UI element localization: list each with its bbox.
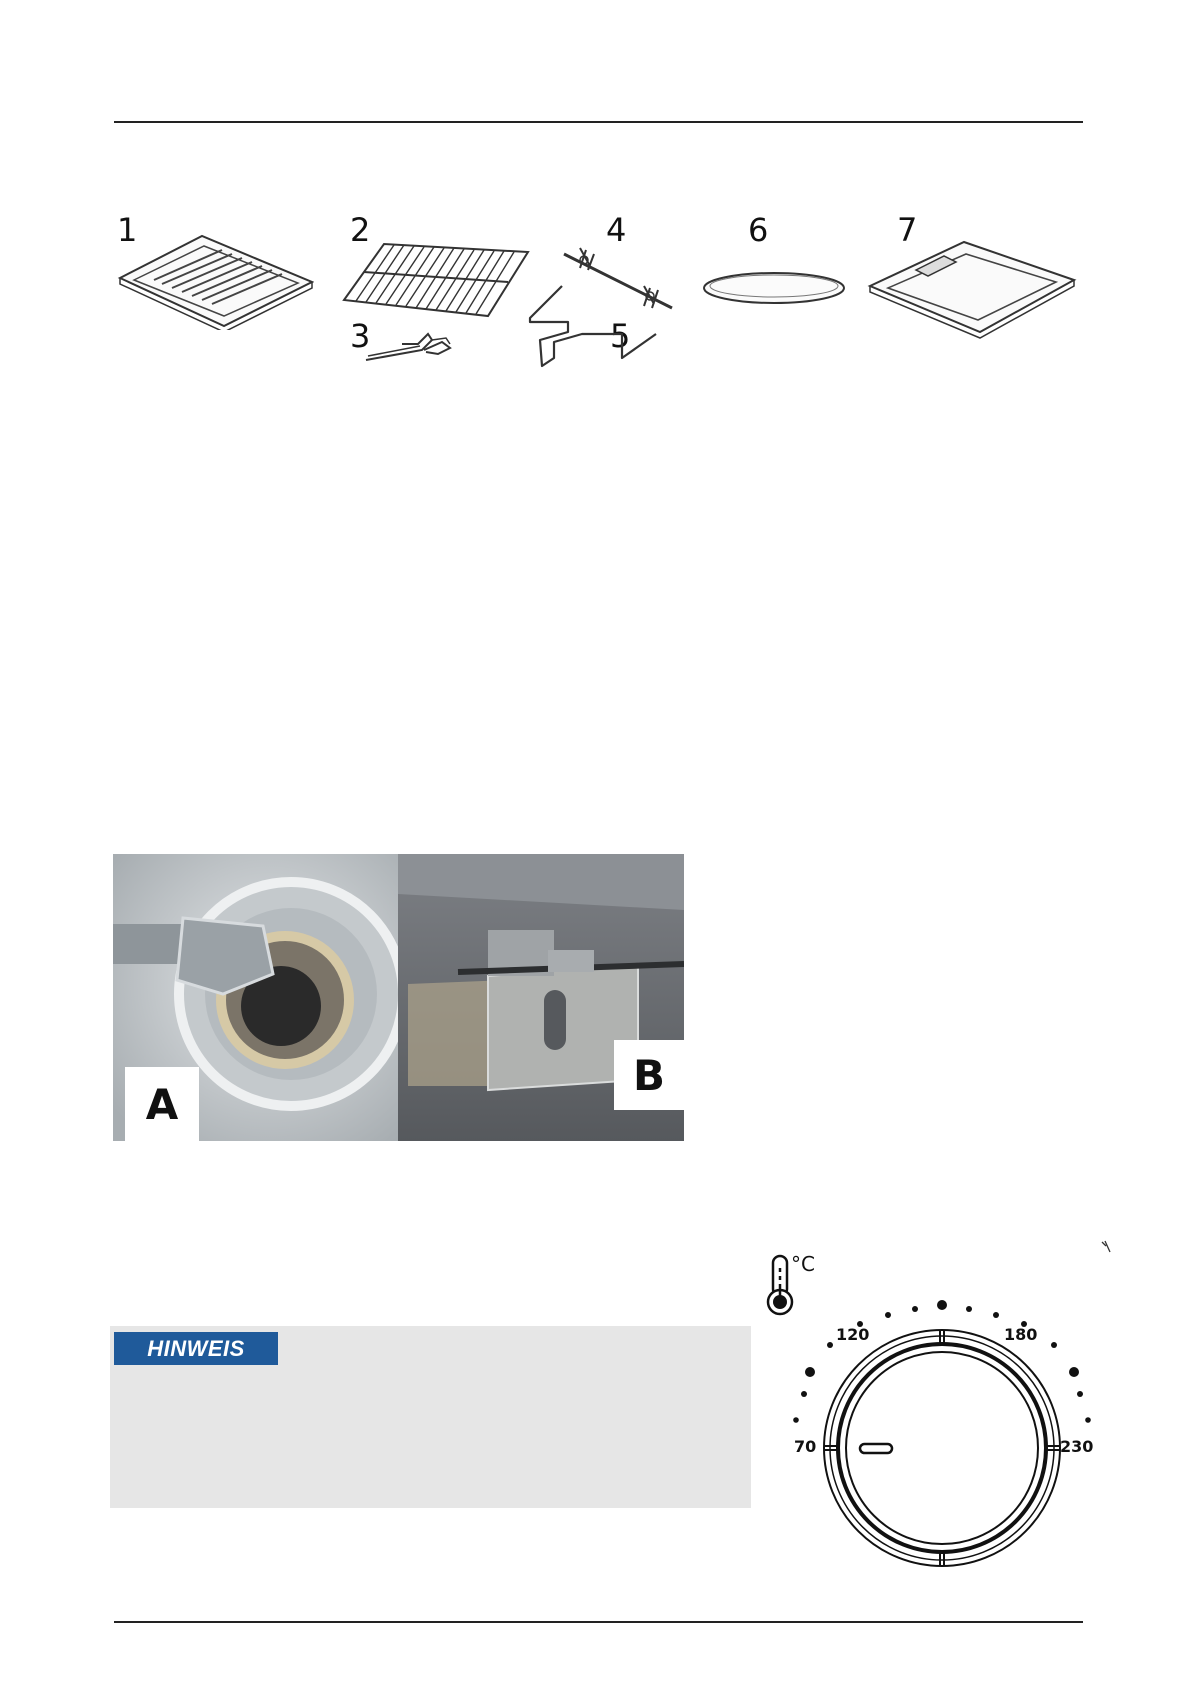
photo-label-a: A xyxy=(125,1067,199,1141)
temperature-dial xyxy=(780,1300,1110,1590)
accessory-number-3: 3 xyxy=(350,317,371,355)
dial-knob[interactable] xyxy=(824,1330,1060,1566)
note-box xyxy=(110,1326,751,1508)
crumb-tray-icon xyxy=(866,236,1078,340)
photo-spit-socket xyxy=(113,854,398,1141)
dial-pointer xyxy=(860,1444,892,1453)
photo-label-b: B xyxy=(614,1040,684,1110)
accessory-number-7: 7 xyxy=(897,211,918,249)
accessory-number-6: 6 xyxy=(748,211,769,249)
note-label: HINWEIS xyxy=(114,1332,278,1365)
wire-rack-icon xyxy=(342,238,530,320)
dial-label-120: 120 xyxy=(836,1325,870,1344)
rack-handle-icon xyxy=(362,330,454,364)
corner-mark-icon xyxy=(1100,1240,1112,1254)
accessory-number-2: 2 xyxy=(350,211,371,249)
accessory-number-1: 1 xyxy=(117,211,138,249)
baking-tray-icon xyxy=(114,230,314,330)
dial-label-70: 70 xyxy=(794,1437,817,1456)
accessory-number-4: 4 xyxy=(606,211,627,249)
photo-spit-bracket xyxy=(398,854,684,1141)
footer-rule xyxy=(114,1621,1083,1623)
dial-label-180: 180 xyxy=(1004,1325,1038,1344)
accessory-number-5: 5 xyxy=(610,317,631,355)
spit-handle-icon xyxy=(526,282,658,372)
header-rule xyxy=(114,121,1083,123)
temperature-unit: °C xyxy=(791,1252,815,1276)
dial-label-230: 230 xyxy=(1060,1437,1094,1456)
pizza-stone-icon xyxy=(700,268,848,308)
